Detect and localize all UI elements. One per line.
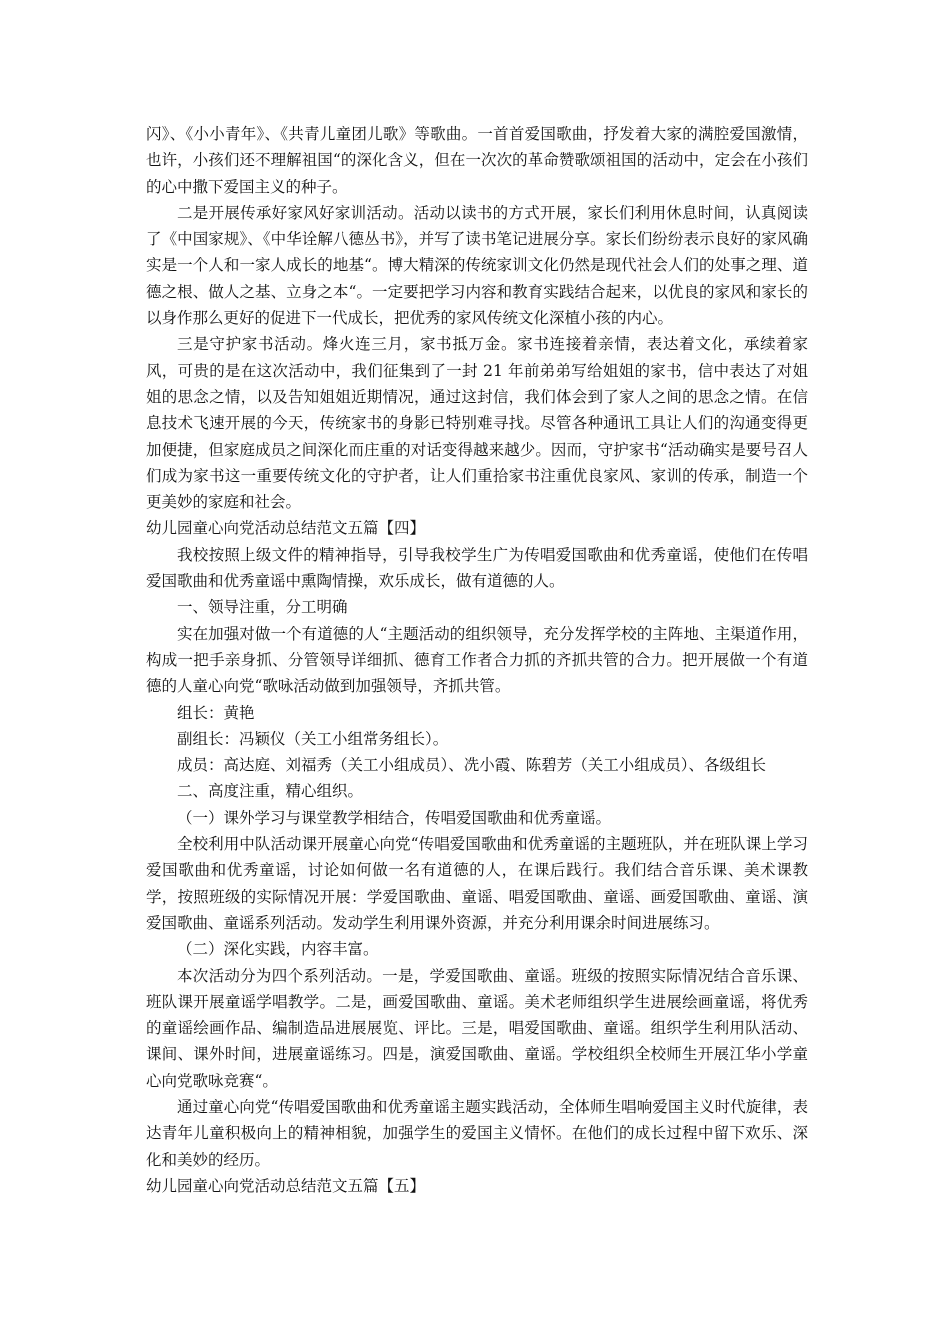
paragraph-subheading-organization: 二、高度注重，精心组织。 xyxy=(177,782,364,801)
paragraph-four-activities: 本次活动分为四个系列活动。一是，学爱国歌曲、童谣。班级的按照实际情况结合音乐课、班队课开展童谣学唱教学。二是，画爱国歌曲、童谣。美术老师组织学生进展绘画童谣，将优秀的童谣绘画作品、编制造品进展展览、评比。三是，唱爱国歌曲、童谣。组织学生利用队活动、课间、课外时间，进展童谣练习。四是，演爱国歌曲、童谣。学校组织全校师生开展江华小学童心向党歌咏竞赛“。 xyxy=(146,966,808,1090)
paragraph-class-activities: 全校利用中队活动课开展童心向党“传唱爱国歌曲和优秀童谣的主题班队，并在班队课上学习爱国歌曲和优秀童谣，讨论如何做一名有道德的人，在课后践行。我们结合音乐课、美术课教学，按照班级的实际情况开展：学爱国歌曲、童谣、唱爱国歌曲、童谣、画爱国歌曲、童谣、演爱国歌曲、童谣系列活动。发动学生利用课外资源，并充分利用课余时间进展练习。 xyxy=(146,835,808,932)
paragraph-leadership: 实在加强对做一个有道德的人“主题活动的组织领导，充分发挥学校的主阵地、主渠道作用，构成一把手亲身抓、分管领导详细抓、德育工作者合力抓的齐抓共管的合力。把开展做一个有道德的人童心向党“歌咏活动做到加强领导，齐抓共管。 xyxy=(146,624,808,696)
paragraph-intro: 我校按照上级文件的精神指导，引导我校学生广为传唱爱国歌曲和优秀童谣，使他们在传唱爱国歌曲和优秀童谣中熏陶情操，欢乐成长，做有道德的人。 xyxy=(146,545,808,591)
document-page xyxy=(146,121,808,1199)
paragraph-conclusion: 通过童心向党“传唱爱国歌曲和优秀童谣主题实践活动，全体师生唱响爱国主义时代旋律，表达青年儿童积极向上的精神相貌，加强学生的爱国主义情怀。在他们的成长过程中留下欢乐、深化和美妙的经历。 xyxy=(146,1097,808,1169)
section-heading-five: 幼儿园童心向党活动总结范文五篇【五】 xyxy=(146,1176,426,1195)
paragraph-deputy-leader: 副组长：冯颖仪（关工小组常务组长）。 xyxy=(177,729,449,748)
paragraph-members: 成员：高达庭、刘福秀（关工小组成员）、冼小霞、陈碧芳（关工小组成员）、各级组长 xyxy=(177,756,767,775)
paragraph-team-leader: 组长：黄艳 xyxy=(177,703,255,722)
paragraph-subheading-leadership: 一、领导注重，分工明确 xyxy=(177,598,348,617)
paragraph-family-letters: 三是守护家书活动。烽火连三月，家书抵万金。家书连接着亲情，表达着文化，承续着家风，可贵的是在这次活动中，我们征集到了一封 21 年前弟弟写给姐姐的家书，信中表达了对姐姐的思念之情，以及告知姐姐近期情况，通过这封信，我们体会到了家人之间的思念之情。在信息技术飞速开展的今天，传统家书的身影已特别难寻找。尽管各种通讯工具让人们的沟通变得更加便捷，但家庭成员之间深化而庄重的对话变得越来越少。因而，守护家书“活动确实是要号召人们成为家书这一重要传统文化的守护者，让人们重拾家书注重优良家风、家训的传承，制造一个更美妙的家庭和社会。 xyxy=(146,335,808,512)
paragraph-songs: 闪》、《小小青年》、《共青儿童团儿歌》等歌曲。一首首爱国歌曲，抒发着大家的满腔爱国激情，也许，小孩们还不理解祖国“的深化含义，但在一次次的革命赞歌颂祖国的活动中，定会在小孩们的心中撒下爱国主义的种子。 xyxy=(146,125,808,196)
paragraph-family-tradition: 二是开展传承好家风好家训活动。活动以读书的方式开展，家长们利用休息时间，认真阅读了《中国家规》、《中华诠解八德丛书》，并写了读书笔记进展分享。家长们纷纷表示良好的家风确实是一个人和一家人成长的地基“。博大精深的传统家训文化仍然是现代社会人们的处事之理、道德之根、做人之基、立身之本“。一定要把学习内容和教育实践结合起来，以优良的家风和家长的以身作那么更好的促进下一代成长，把优秀的家风传统文化深植小孩的内心。 xyxy=(146,203,808,328)
paragraph-subheading-practice: （二）深化实践，内容丰富。 xyxy=(177,940,379,959)
section-heading-four: 幼儿园童心向党活动总结范文五篇【四】 xyxy=(146,519,426,538)
paragraph-subheading-learning: （一）课外学习与课堂教学相结合，传唱爱国歌曲和优秀童谣。 xyxy=(177,808,612,827)
